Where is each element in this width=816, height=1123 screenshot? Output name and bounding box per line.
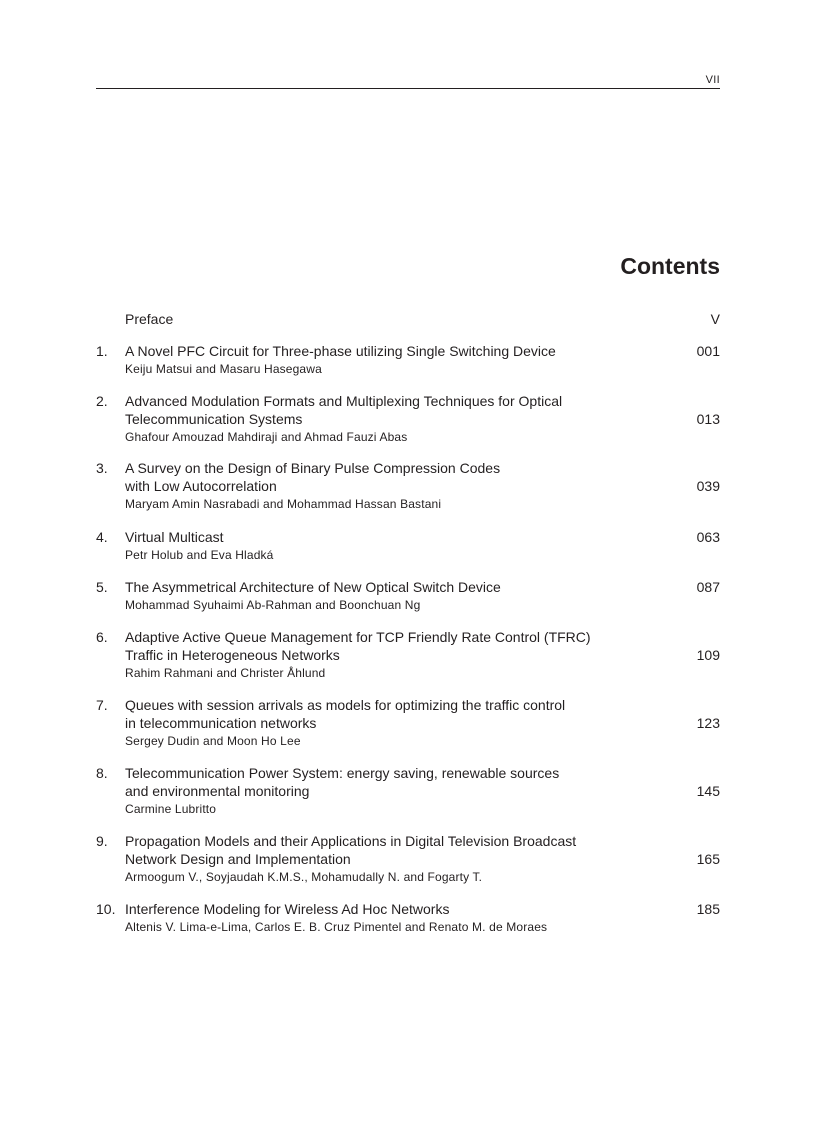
toc-authors: Ghafour Amouzad Mahdiraji and Ahmad Fauzi Abas	[125, 430, 408, 444]
toc-entry	[96, 900, 720, 936]
toc-title: Adaptive Active Queue Management for TCP Friendly Rate Control (TFRC)	[125, 629, 591, 645]
toc-title-continued: and environmental monitoring	[125, 783, 310, 799]
toc-entry	[96, 342, 720, 378]
toc-page-number: 109	[696, 647, 720, 663]
toc-line	[96, 410, 720, 428]
toc-entry	[96, 459, 720, 513]
toc-authors: Rahim Rahmani and Christer Åhlund	[125, 666, 326, 680]
toc-entry	[96, 392, 720, 446]
toc-authors: Maryam Amin Nasrabadi and Mohammad Hassan Bastani	[125, 497, 442, 511]
toc-page-number: 063	[696, 529, 720, 545]
toc-line	[96, 764, 720, 782]
toc-title-continued: Network Design and Implementation	[125, 851, 351, 867]
toc-entry-number: 6.	[96, 629, 108, 645]
toc-line	[96, 900, 720, 918]
toc-entry-number: 8.	[96, 765, 108, 781]
toc-line	[96, 782, 720, 800]
toc-line	[96, 342, 720, 360]
toc-title-continued: Telecommunication Systems	[125, 411, 303, 427]
toc-title: Virtual Multicast	[125, 529, 224, 545]
toc-authors: Armoogum V., Soyjaudah K.M.S., Mohamudally N. and Fogarty T.	[125, 870, 483, 884]
toc-entry-number: 5.	[96, 579, 108, 595]
toc-line	[96, 310, 720, 328]
toc-entry-number: 4.	[96, 529, 108, 545]
toc-page-number: 087	[696, 579, 720, 595]
toc-line	[96, 392, 720, 410]
toc-page-number: 145	[696, 783, 720, 799]
toc-preface	[96, 310, 720, 328]
toc-title: A Survey on the Design of Binary Pulse Compression Codes	[125, 460, 501, 476]
toc-page-number: 013	[696, 411, 720, 427]
toc-page-number: 123	[696, 715, 720, 731]
toc-page-number: 165	[696, 851, 720, 867]
toc-entry-number: 10.	[96, 901, 116, 917]
toc-page-number: V	[710, 311, 720, 327]
toc-title-continued: in telecommunication networks	[125, 715, 317, 731]
toc-line	[96, 477, 720, 495]
toc-authors: Altenis V. Lima-e-Lima, Carlos E. B. Cruz Pimentel and Renato M. de Moraes	[125, 920, 548, 934]
toc-title-continued: Traffic in Heterogeneous Networks	[125, 647, 340, 663]
header-rule	[96, 88, 720, 89]
toc-entry	[96, 528, 720, 564]
toc-title: Queues with session arrivals as models for optimizing the traffic control	[125, 697, 566, 713]
toc-line	[96, 832, 720, 850]
toc-page-number: 001	[696, 343, 720, 359]
toc-title: Preface	[125, 311, 174, 327]
toc-line	[96, 578, 720, 596]
toc-line	[96, 628, 720, 646]
toc-entry-number: 2.	[96, 393, 108, 409]
toc-authors: Carmine Lubritto	[125, 802, 217, 816]
toc-authors: Petr Holub and Eva Hladká	[125, 548, 274, 562]
toc-entry	[96, 696, 720, 750]
toc-title: Advanced Modulation Formats and Multiplexing Techniques for Optical	[125, 393, 563, 409]
toc-title: The Asymmetrical Architecture of New Optical Switch Device	[125, 579, 501, 595]
toc-entry	[96, 578, 720, 614]
toc-line	[96, 850, 720, 868]
toc-entry-number: 7.	[96, 697, 108, 713]
toc-entry	[96, 764, 720, 818]
toc-entry-number: 3.	[96, 460, 108, 476]
toc-authors: Mohammad Syuhaimi Ab-Rahman and Boonchuan Ng	[125, 598, 421, 612]
toc-line	[96, 646, 720, 664]
toc-line	[96, 459, 720, 477]
running-head-page-number: VII	[705, 74, 720, 86]
toc-page-number: 185	[696, 901, 720, 917]
toc-line	[96, 696, 720, 714]
page-title: Contents	[620, 253, 720, 279]
toc-authors: Keiju Matsui and Masaru Hasegawa	[125, 362, 322, 376]
toc-page-number: 039	[696, 478, 720, 494]
toc-title: Interference Modeling for Wireless Ad Hoc Networks	[125, 901, 450, 917]
toc-title: Telecommunication Power System: energy saving, renewable sources	[125, 765, 560, 781]
toc-authors: Sergey Dudin and Moon Ho Lee	[125, 734, 301, 748]
toc-line	[96, 528, 720, 546]
toc-entry-number: 9.	[96, 833, 108, 849]
toc-entry	[96, 832, 720, 886]
toc-entry-number: 1.	[96, 343, 108, 359]
toc-title-continued: with Low Autocorrelation	[125, 478, 277, 494]
toc-entry	[96, 628, 720, 682]
toc-title: A Novel PFC Circuit for Three-phase utilizing Single Switching Device	[125, 343, 556, 359]
toc-title: Propagation Models and their Applications in Digital Television Broadcast	[125, 833, 577, 849]
toc-line	[96, 714, 720, 732]
